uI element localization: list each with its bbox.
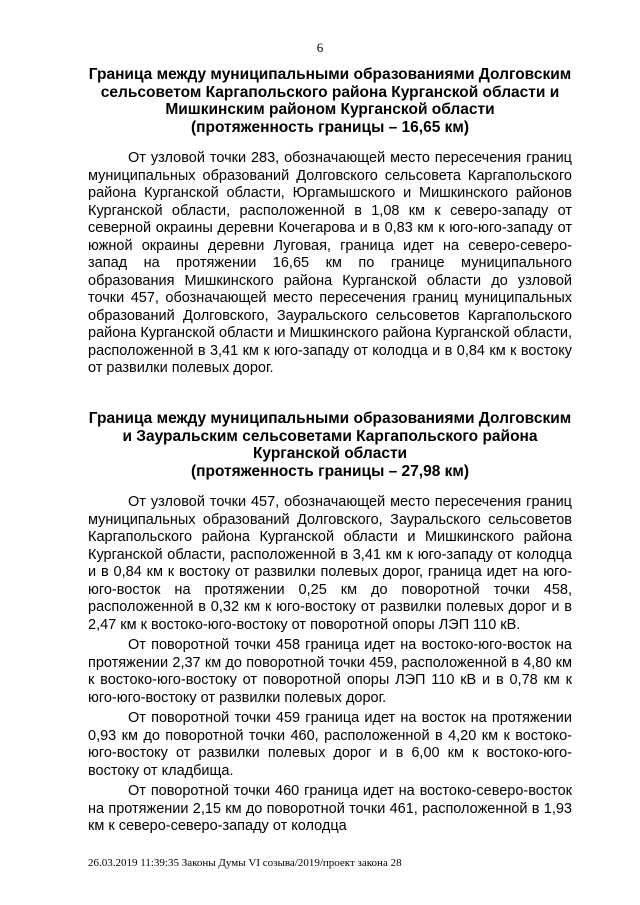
section-paragraph: От узловой точки 457, обозначающей место пересечения границ муниципальных образований Долговского, Зауральского сельсоветов Каргапольского района Курганской области и Мишкинского района Курганской области, расположенной в 3,41 км к юго-западу от колодца и в 0,84 км к востоку от развилки полевых дорог, граница идет на юго-юго-восток на протяжении 0,25 км до поворотной точки 458, расположенной в 0,32 км к юго-востоку от развилки полевых дорог и в 2,47 км к востоко-юго-востоку от поворотной опоры ЛЭП 110 кВ. xyxy=(88,494,572,633)
section-title-line: Граница между муниципальными образованиями Долговским xyxy=(88,410,572,427)
section-paragraph: От поворотной точки 459 граница идет на восток на протяжении 0,93 км до поворотной точки 460, расположенной в 4,20 км к востоко-юго-востоку от развилки полевых дорог и в 6,00 км к востоко-юго-востоку от кладбища. xyxy=(88,710,572,779)
section-paragraph: От поворотной точки 458 граница идет на востоко-юго-восток на протяжении 2,37 км до поворотной точки 459, расположенной в 4,80 км к востоко-юго-востоку от поворотной опоры ЛЭП 110 кВ и в 0,78 км к юго-юго-востоку от развилки полевых дорог. xyxy=(88,637,572,706)
section-title-line: Мишкинским районом Курганской области xyxy=(165,101,495,118)
section-length-line: (протяженность границы – 27,98 км) xyxy=(190,462,470,480)
section-title xyxy=(88,410,572,480)
section-paragraph: От поворотной точки 460 граница идет на востоко-северо-восток на протяжении 2,15 км до поворотной точки 461, расположенной в 1,93 км к северо-северо-западу от колодца xyxy=(88,783,572,834)
section-title-line: сельсоветом Каргапольского района Курганской области и xyxy=(100,83,560,101)
section-title xyxy=(88,66,572,136)
section-dolgovsky-zauralsky xyxy=(88,410,572,836)
section-title-line: и Зауральским сельсоветами Каргапольского района xyxy=(122,427,538,445)
page-number: 6 xyxy=(316,40,324,55)
document-footer: 26.03.2019 11:39:35 Законы Думы VI созыва/2019/проект закона 28 xyxy=(88,857,402,869)
section-title-line: Курганской области xyxy=(252,445,408,462)
section-dolgovsky-mishkinsky xyxy=(88,66,572,378)
section-length-line: (протяженность границы – 16,65 км) xyxy=(190,118,470,136)
section-title-line: Граница между муниципальными образованиями Долговским xyxy=(88,66,572,83)
section-paragraph: От узловой точки 283, обозначающей место пересечения границ муниципальных образований Долговского сельсовета Каргапольского района Курганской области, Юргамышского и Мишкинского районов Курганской области, расположенной в 1,08 км к северо-западу от северной окраины деревни Кочегарова и в 0,83 км к юго-юго-западу от южной окраины деревни Луговая, граница идет на северо-северо-запад на протяжении 16,65 км по границе муниципального образования Мишкинского района Курганской области до узловой точки 457, обозначающей место пересечения границ муниципальных образований Долговского, Зауральского сельсоветов Каргапольского района Курганской области и Мишкинского района Курганской области, расположенной в 3,41 км к юго-западу от колодца и в 0,84 км к востоку от развилки полевых дорог. xyxy=(88,150,572,376)
